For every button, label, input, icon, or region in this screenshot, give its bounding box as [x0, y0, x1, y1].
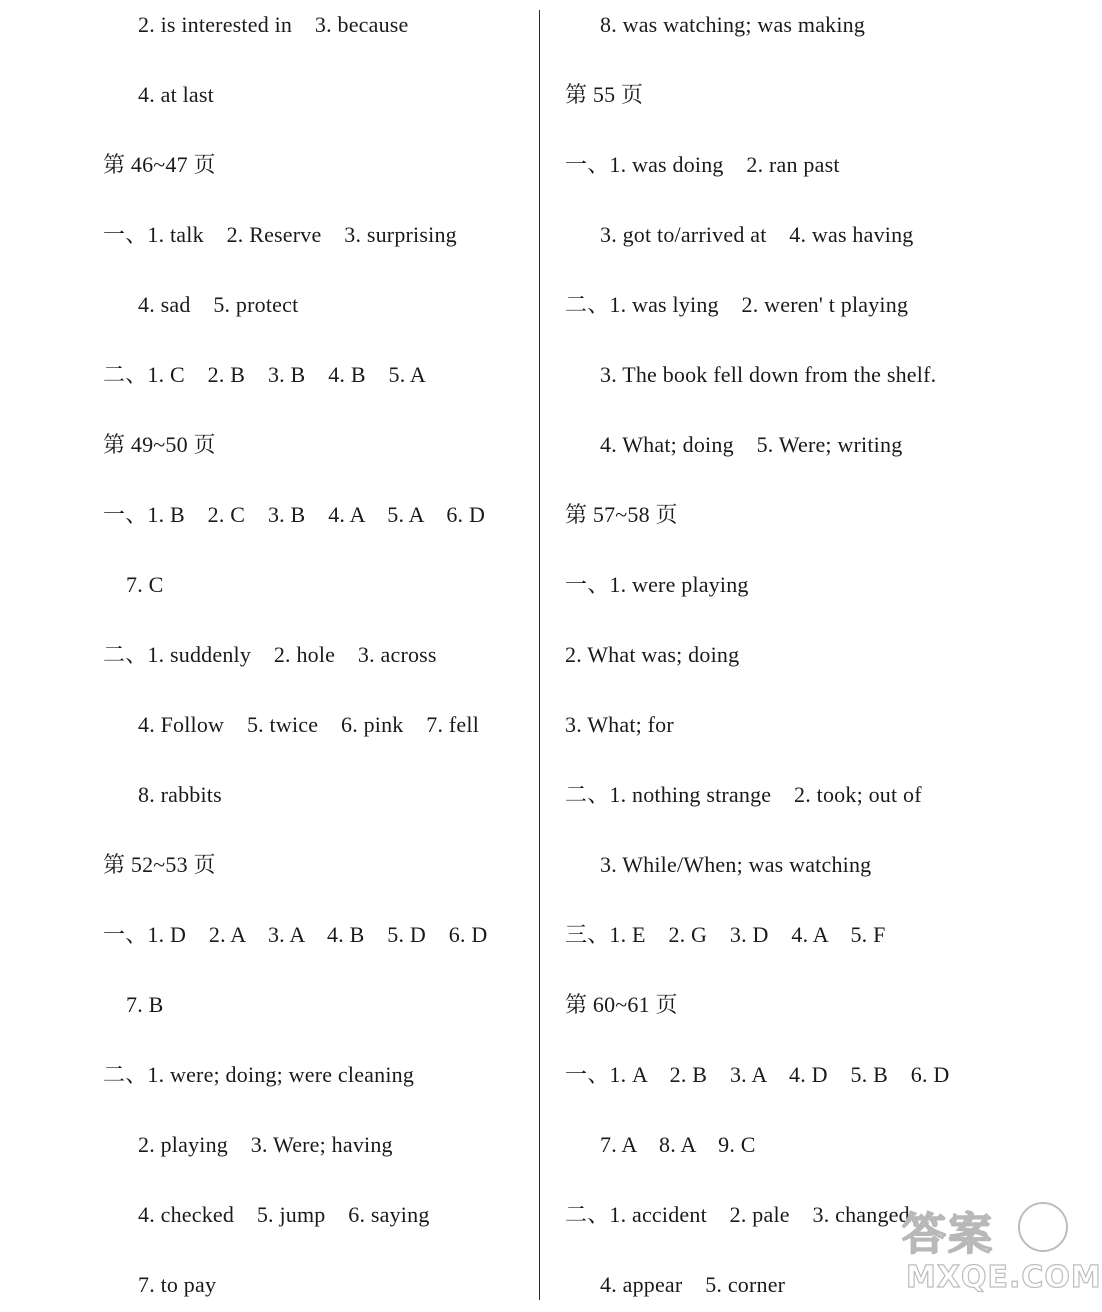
- answer-line: 一、1. talk 2. Reserve 3. surprising: [103, 222, 457, 247]
- answer-line: 7. B: [126, 992, 164, 1017]
- answer-line: 8. was watching; was making: [600, 12, 866, 37]
- answer-line: 4. sad 5. protect: [138, 292, 299, 317]
- answer-line: 2. is interested in 3. because: [138, 12, 409, 37]
- answer-line: 二、1. suddenly 2. hole 3. across: [103, 642, 437, 667]
- page-range-heading: 第 55 页: [565, 82, 644, 107]
- answer-line: 一、1. A 2. B 3. A 4. D 5. B 6. D: [565, 1062, 950, 1087]
- column-divider: [539, 10, 540, 1300]
- page-range-heading: 第 46~47 页: [103, 152, 216, 177]
- page-range-heading: 第 52~53 页: [103, 852, 216, 877]
- answer-line: 8. rabbits: [138, 782, 222, 807]
- answer-line: 二、1. was lying 2. weren' t playing: [565, 292, 909, 317]
- answer-line: 一、1. was doing 2. ran past: [565, 152, 840, 177]
- answer-line: 2. playing 3. Were; having: [138, 1132, 393, 1157]
- answer-line: 一、1. D 2. A 3. A 4. B 5. D 6. D: [103, 922, 488, 947]
- answer-line: 二、1. C 2. B 3. B 4. B 5. A: [103, 362, 426, 387]
- answer-line: 3. While/When; was watching: [600, 852, 872, 877]
- answer-line: 一、1. were playing: [565, 572, 749, 597]
- answer-line: 4. at last: [138, 82, 214, 107]
- watermark-text: 答案: [902, 1209, 994, 1260]
- answer-line: 3. got to/arrived at 4. was having: [600, 222, 914, 247]
- answer-line: 二、1. accident 2. pale 3. changed: [565, 1202, 910, 1227]
- page-range-heading: 第 60~61 页: [565, 992, 678, 1017]
- answer-line: 2. What was; doing: [565, 642, 740, 667]
- answer-line: 三、1. E 2. G 3. D 4. A 5. F: [565, 922, 886, 947]
- answer-line: 4. Follow 5. twice 6. pink 7. fell: [138, 712, 480, 737]
- page-range-heading: 第 49~50 页: [103, 432, 216, 457]
- answer-line: 二、1. nothing strange 2. took; out of: [565, 782, 922, 807]
- answer-line: 二、1. were; doing; were cleaning: [103, 1062, 415, 1087]
- answer-line: 3. The book fell down from the shelf.: [600, 362, 937, 387]
- watermark-domain: MXQE.COM: [906, 1260, 1102, 1295]
- answer-line: 7. A 8. A 9. C: [600, 1132, 756, 1157]
- answer-line: 7. to pay: [138, 1272, 217, 1297]
- answer-line: 4. checked 5. jump 6. saying: [138, 1202, 430, 1227]
- answer-line: 4. What; doing 5. Were; writing: [600, 432, 903, 457]
- answer-line: 一、1. B 2. C 3. B 4. A 5. A 6. D: [103, 502, 486, 527]
- answer-line: 4. appear 5. corner: [600, 1272, 786, 1297]
- watermark-circle-icon: [1018, 1202, 1068, 1252]
- page-range-heading: 第 57~58 页: [565, 502, 678, 527]
- answer-line: 3. What; for: [565, 712, 674, 737]
- answer-line: 7. C: [126, 572, 164, 597]
